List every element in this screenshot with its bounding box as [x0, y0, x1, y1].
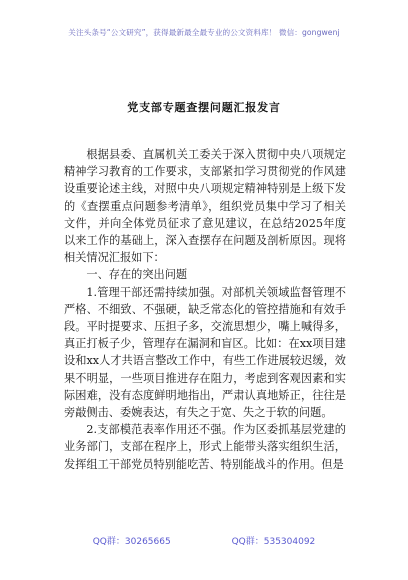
document-body: [64, 146, 346, 473]
intro-paragraph: 根据县委、直属机关工委关于深入贯彻中央八项规定精神学习教育的工作要求，支部紧扣学习贯彻党的作风建设重要论述主线，对照中央八项规定精神特别是上级下发的《查摆重点问题参考清单》，组织党员集中学习了相关文件，并向全体党员征求了意见建议，在总结2025年度以来工作的基础上，深入查摆存在问题及剖析原因。现将相关情况汇报如下：: [64, 148, 346, 265]
section-heading: 一、存在的突出问题: [86, 268, 188, 282]
problem-item-2: 2.支部模范表率作用还不强。作为区委抓基层党建的业务部门，支部在程序上，形式上能带头落实组织生活，发挥组工干部党员特别能吃苦、特别能战斗的作用。但是: [64, 423, 346, 471]
top-banner: 关注头条号“公文研究”，获得最新最全最专业的公文资料库！ 微信：gongwenj: [68, 28, 340, 37]
footer-qq-group-1: QQ群：30265665: [92, 537, 171, 547]
document-title: 党支部专题查摆问题汇报发言: [127, 101, 281, 114]
footer: [0, 534, 408, 547]
footer-qq-group-2: QQ群：535304092: [231, 537, 316, 547]
problem-item-1: 1.管理干部还需持续加强。对部机关领域监督管理不严格、不细致、不强硬，缺乏常态化的管控措施和有效手段。平时提要求、压担子多，交流思想少，嘴上喊得多，真正打板子少，管理存在漏洞和盲区。比如：在xx项目建设和xx人才共语言整改工作中，有些工作进展较迟缓，效果不明显，一些项目推进存在阻力，考虑到客观因素和实际困难，没有态度鲜明地指出，严肃认真地矫正，往往是旁敲侧击、委婉表达，有失之于宽、失之于软的问题。: [64, 285, 346, 420]
